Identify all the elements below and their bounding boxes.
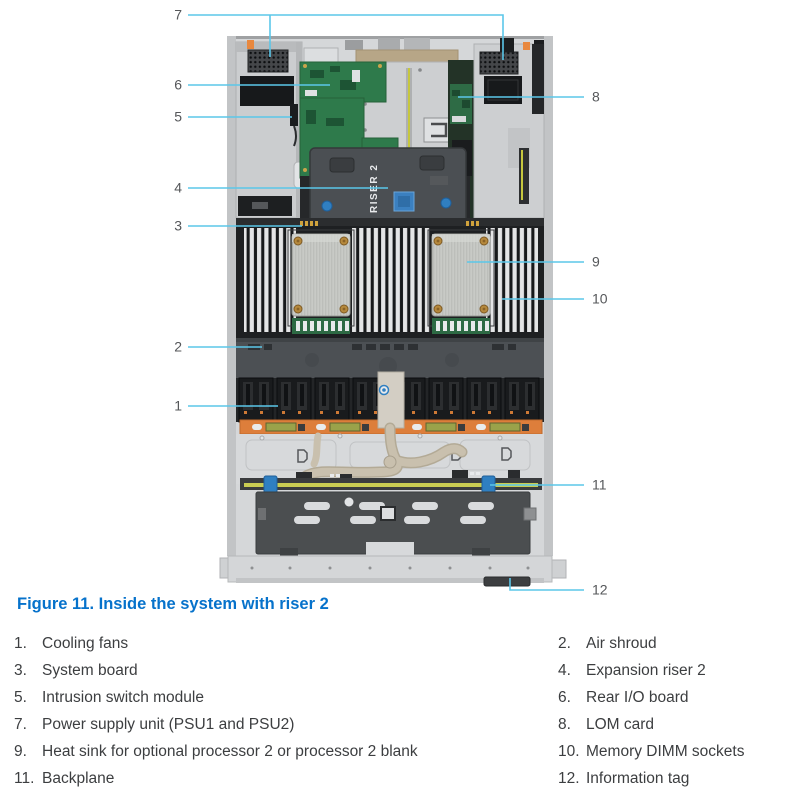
legend-num: 3. (14, 662, 27, 679)
callout-label-3: 3 (174, 217, 182, 234)
figure-caption: Figure 11. Inside the system with riser 2 (17, 595, 329, 613)
callout-label-12: 12 (592, 581, 608, 598)
dimm-sockets-middle (352, 228, 430, 332)
legend-num: 1. (14, 635, 27, 652)
legend-label: Information tag (586, 770, 690, 787)
legend-num: 10. (558, 743, 580, 760)
callout-label-2: 2 (174, 338, 182, 355)
front-edge (220, 556, 566, 586)
legend-item-6 (558, 688, 794, 708)
legend-label: Power supply unit (PSU1 and PSU2) (42, 716, 295, 733)
legend-item-2 (558, 634, 794, 654)
callout-label-9: 9 (592, 253, 600, 270)
psu-2 (474, 38, 544, 218)
legend-num: 6. (558, 689, 571, 706)
legend-label: Expansion riser 2 (586, 662, 706, 679)
backplane-latch-left (264, 476, 277, 493)
riser-2-label: RISER 2 (369, 163, 380, 213)
callout-label-10: 10 (592, 290, 608, 307)
legend-num: 11. (14, 770, 35, 787)
legend-item-12 (558, 769, 794, 789)
legend-item-5 (14, 688, 558, 708)
legend-num: 9. (14, 743, 27, 760)
legend-label: System board (42, 662, 138, 679)
legend-item-10 (558, 742, 794, 762)
callout-label-6: 6 (174, 76, 182, 93)
legend-label: Backplane (42, 770, 115, 787)
heat-sink-cpu1 (288, 230, 354, 334)
callout-label-7: 7 (174, 6, 182, 23)
legend-num: 4. (558, 662, 571, 679)
callout-label-5: 5 (174, 108, 182, 125)
legend-label: Rear I/O board (586, 689, 689, 706)
legend-item-11 (14, 769, 558, 789)
legend-num: 2. (558, 635, 571, 652)
legend-num: 8. (558, 716, 571, 733)
legend (14, 634, 794, 789)
expansion-riser-2 (300, 148, 470, 226)
legend-label: Heat sink for optional processor 2 or processor 2 blank (42, 743, 418, 760)
legend-label: Memory DIMM sockets (586, 743, 745, 760)
cable-tray (236, 428, 544, 484)
legend-label: Cooling fans (42, 635, 129, 652)
legend-label: Air shroud (586, 635, 657, 652)
legend-num: 5. (14, 689, 27, 706)
memory-and-processors (236, 226, 544, 338)
callout-label-11: 11 (592, 476, 607, 493)
legend-item-3 (14, 661, 558, 681)
legend-item-8 (558, 715, 794, 735)
callout-label-8: 8 (592, 88, 600, 105)
legend-item-9 (14, 742, 558, 762)
legend-label: Intrusion switch module (42, 689, 204, 706)
psu-1 (236, 40, 303, 218)
callout-label-4: 4 (174, 179, 182, 196)
information-tag (484, 577, 530, 586)
cable-cover (378, 372, 404, 428)
legend-item-4 (558, 661, 794, 681)
backplane-cover (256, 492, 536, 556)
legend-label: LOM card (586, 716, 655, 733)
legend-num: 7. (14, 716, 27, 733)
legend-item-1 (14, 634, 558, 654)
callout-label-1: 1 (174, 397, 182, 414)
legend-num: 12. (558, 770, 580, 787)
heat-sink-cpu2 (428, 230, 494, 334)
legend-item-7 (14, 715, 558, 735)
